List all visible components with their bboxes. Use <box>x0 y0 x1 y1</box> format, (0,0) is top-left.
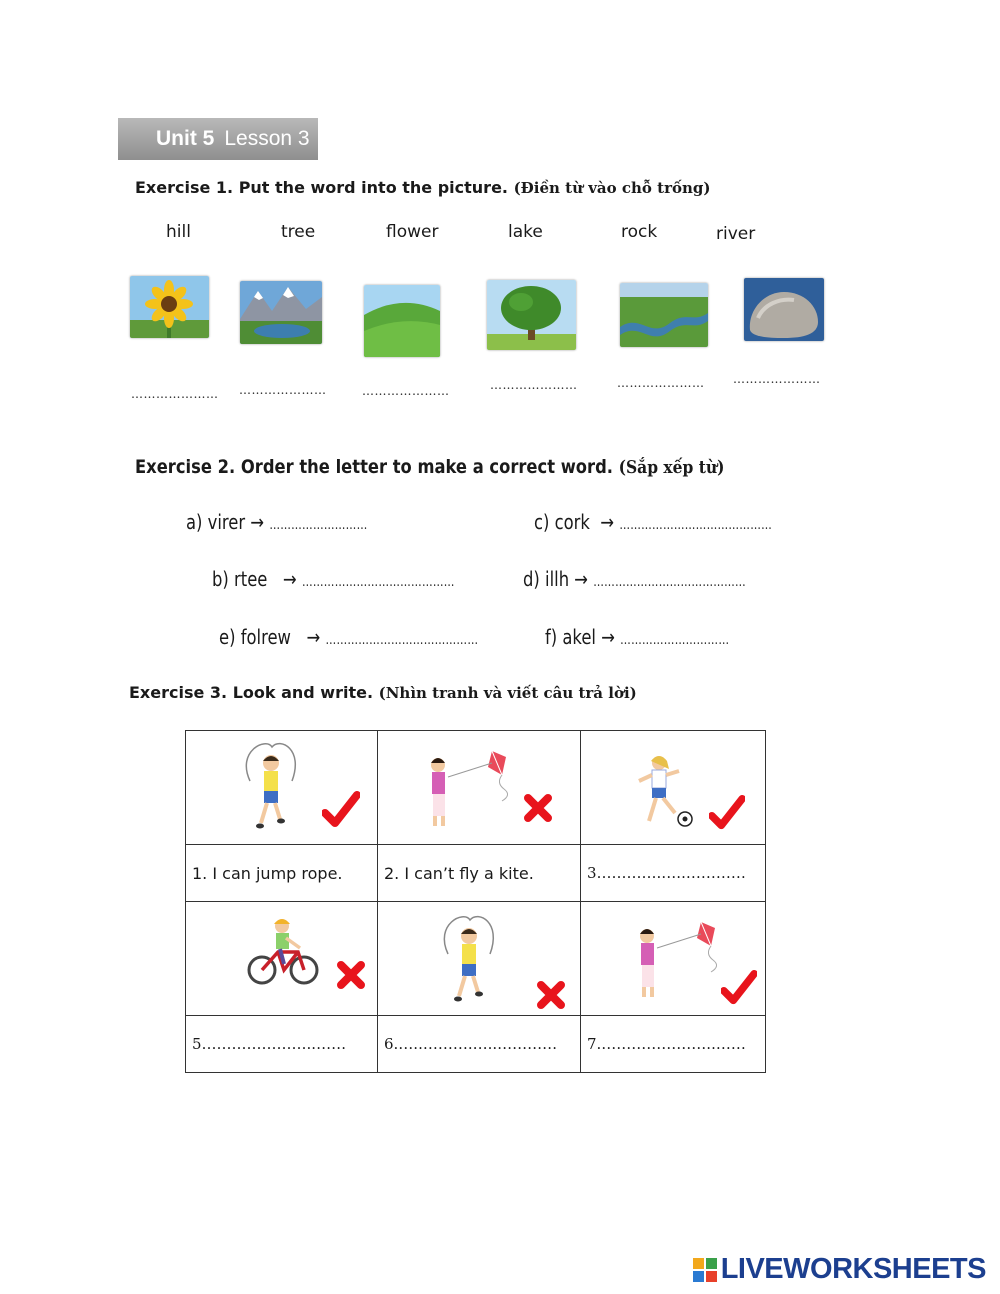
exercise1-title: Exercise 1. Put the word into the picture. (Điền từ vào chỗ trống) <box>135 178 711 197</box>
answer-blank[interactable]: …………………………………… <box>619 518 773 533</box>
answer-blank[interactable]: ………………………… <box>620 633 730 648</box>
picture-cell <box>186 731 378 845</box>
green-hill-picture <box>364 285 440 357</box>
rock-picture <box>744 278 824 341</box>
picture-cell <box>378 902 581 1016</box>
tree-picture <box>487 280 576 350</box>
arrow-icon: → <box>283 567 297 591</box>
word-flower: flower <box>386 222 439 242</box>
check-icon <box>709 795 745 831</box>
boy-jumping-rope-picture <box>236 741 306 836</box>
cross-icon <box>523 793 553 823</box>
picture-cell <box>581 731 766 845</box>
answer-blank[interactable]: …………………………………… <box>593 575 746 590</box>
liveworksheets-logo <box>693 1253 986 1286</box>
girl-flying-kite-picture <box>422 745 522 835</box>
order-item-f: f) akel → ………………………… <box>545 625 730 649</box>
word-lake: lake <box>508 222 543 242</box>
lesson-label: Lesson 3 <box>224 127 310 150</box>
sunflower-picture <box>130 276 209 338</box>
answer-cell: 2. I can’t fly a kite. <box>378 845 581 902</box>
answer-blank-6[interactable]: ………………… <box>733 372 821 386</box>
word-hill: hill <box>166 222 191 242</box>
mountain-lake-picture <box>240 281 322 344</box>
order-item-e: e) folrew → …………………………………… <box>219 625 479 649</box>
logo-icon <box>693 1258 717 1282</box>
answer-input[interactable]: 6.…..……….…..………… <box>378 1016 581 1073</box>
check-icon <box>721 970 757 1006</box>
answer-blank-2[interactable]: ………………… <box>239 383 327 397</box>
word-tree: tree <box>281 222 316 242</box>
answer-blank[interactable]: ……………………… <box>269 518 368 533</box>
answer-blank-3[interactable]: ………………… <box>362 384 450 398</box>
answer-input[interactable]: 5…………………..…… <box>186 1016 378 1073</box>
answer-blank[interactable]: …………………………………… <box>325 633 479 648</box>
unit-banner <box>118 118 318 160</box>
boy-jumping-rope-picture <box>434 914 504 1009</box>
brand-name: LIVEWORKSHEETS <box>720 1253 986 1285</box>
picture-cell <box>581 902 766 1016</box>
arrow-icon: → <box>601 625 615 649</box>
cross-icon <box>536 980 566 1010</box>
picture-cell <box>378 731 581 845</box>
exercise3-title: Exercise 3. Look and write. (Nhìn tranh và viết câu trả lời) <box>129 683 637 702</box>
answer-cell: 1. I can jump rope. <box>186 845 378 902</box>
boy-riding-bike-picture <box>246 914 321 989</box>
unit-label: Unit 5 <box>156 127 215 150</box>
answer-blank-5[interactable]: ………………… <box>617 376 705 390</box>
order-item-a: a) virer → ……………………… <box>186 510 368 534</box>
arrow-icon: → <box>306 625 321 649</box>
picture-cell <box>186 902 378 1016</box>
word-river: river <box>716 224 756 244</box>
order-item-d: d) illh → …………………………………… <box>523 567 746 591</box>
arrow-icon: → <box>574 567 589 591</box>
answer-blank-4[interactable]: ………………… <box>490 378 578 392</box>
cross-icon <box>336 960 366 990</box>
order-item-c: c) cork → …………………………………… <box>534 510 773 534</box>
answer-input[interactable]: 7.…………………..…… <box>581 1016 766 1073</box>
word-rock: rock <box>621 222 658 242</box>
answer-input[interactable]: 3………….…..………… <box>581 845 766 902</box>
answer-blank[interactable]: …………………………………… <box>301 575 455 590</box>
exercise3-table <box>185 730 766 1073</box>
girl-flying-kite-picture <box>631 916 731 1006</box>
answer-blank-1[interactable]: ………………… <box>131 387 219 401</box>
arrow-icon: → <box>250 510 265 534</box>
girl-playing-football-picture <box>627 751 697 835</box>
exercise2-title: Exercise 2. Order the letter to make a correct word. (Sắp xếp từ) <box>135 456 725 478</box>
river-picture <box>620 283 708 347</box>
order-item-b: b) rtee → …………………………………… <box>212 567 455 591</box>
check-icon <box>322 791 360 829</box>
arrow-icon: → <box>600 510 615 534</box>
